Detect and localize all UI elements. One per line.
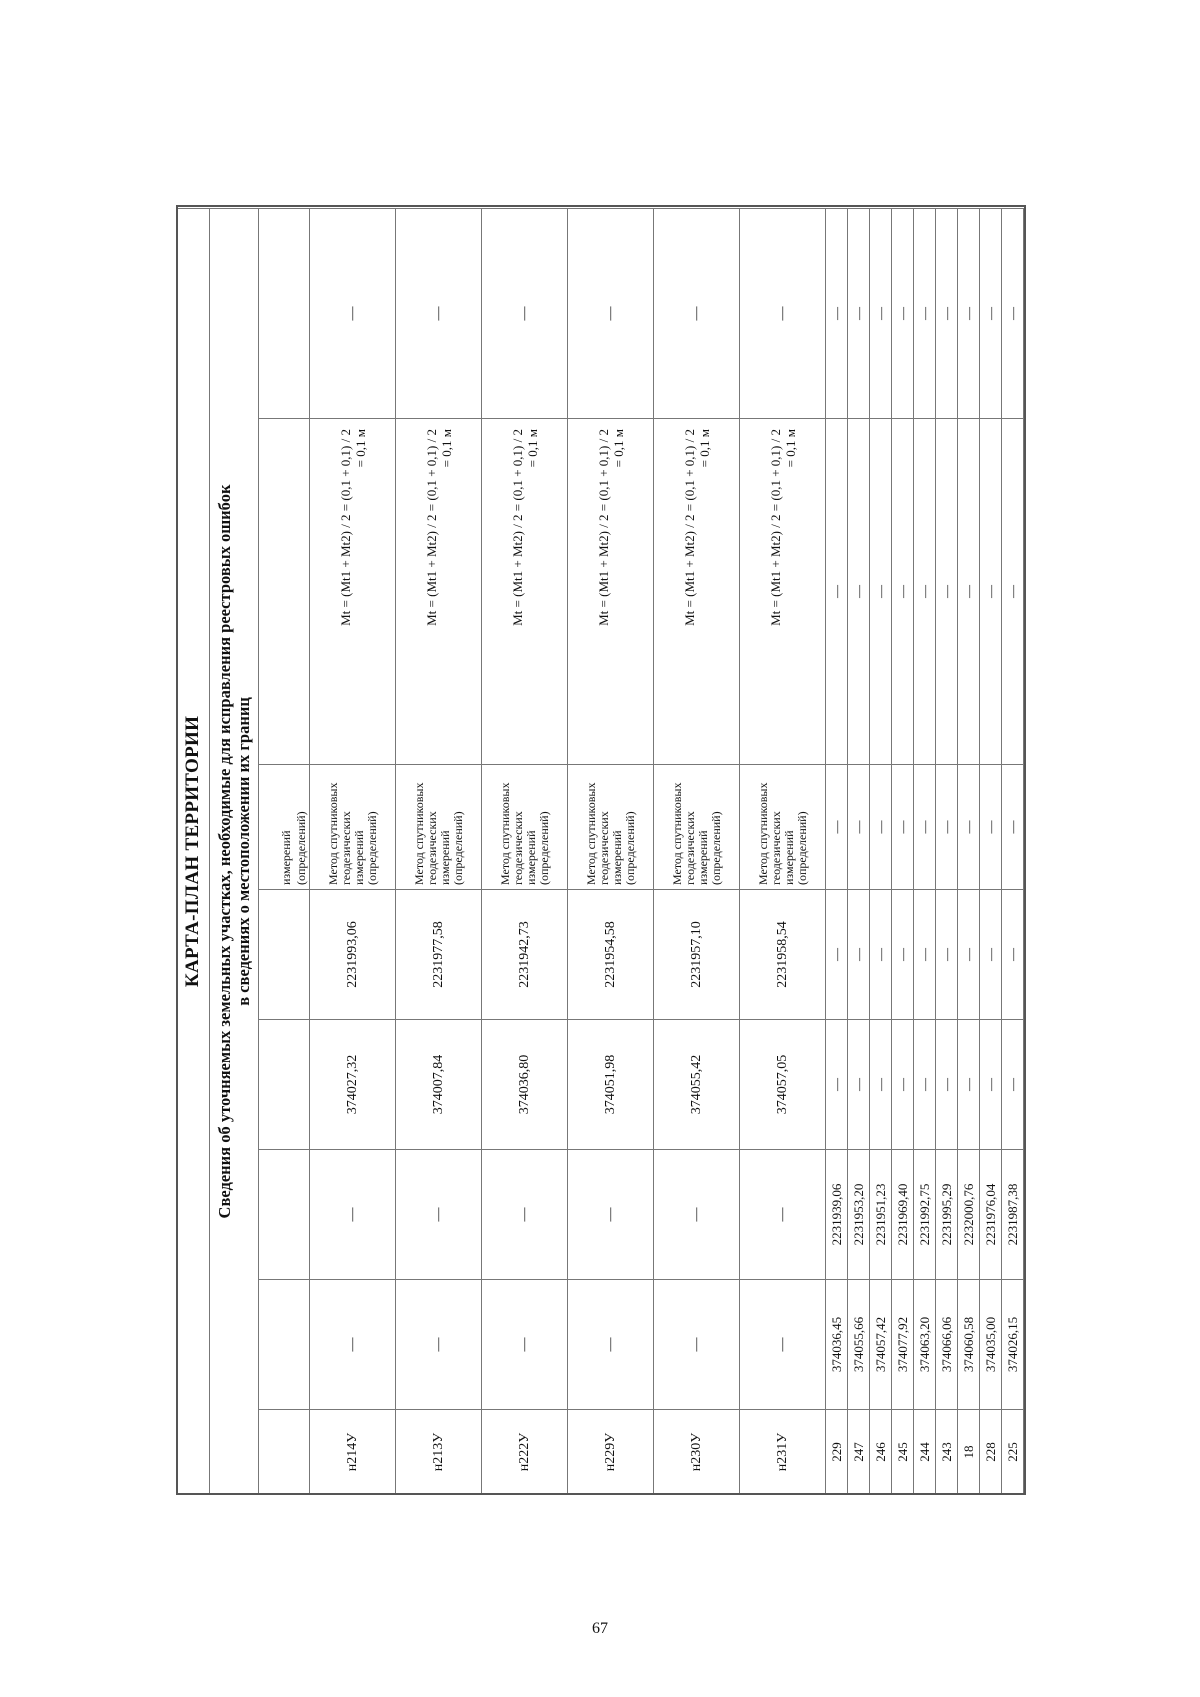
new-x: — <box>892 1020 914 1150</box>
method-line: (определений) <box>364 811 379 885</box>
old-y: 2231953,20 <box>848 1150 870 1280</box>
point-id: 246 <box>870 1410 892 1495</box>
method-line: геодезических <box>768 811 783 885</box>
accuracy-formula: — <box>870 419 892 765</box>
subtitle-line-2: в сведениях о местоположении их границ <box>234 697 253 1006</box>
old-x: 374063,20 <box>914 1280 936 1410</box>
point-id: 244 <box>914 1410 936 1495</box>
previous-accuracy: — <box>396 208 482 418</box>
method: — <box>1002 765 1024 890</box>
new-x: 374036,80 <box>482 1020 568 1150</box>
formula-line: Mt = (Mt1 + Mt2) / 2 = (0,1 + 0,1) / 2 <box>423 429 439 626</box>
continued-method-line: (определений) <box>294 811 308 885</box>
method-line: Метод спутниковых <box>755 782 770 885</box>
new-x: 374007,84 <box>396 1020 482 1150</box>
previous-accuracy: — <box>892 208 914 418</box>
new-y: 2231977,58 <box>396 890 482 1020</box>
previous-accuracy: — <box>310 208 396 418</box>
old-y: 2231992,75 <box>914 1150 936 1280</box>
new-y: — <box>1002 890 1024 1020</box>
method-line: геодезических <box>596 811 611 885</box>
new-x: — <box>1002 1020 1024 1150</box>
old-x: 374026,15 <box>1002 1280 1024 1410</box>
previous-accuracy: — <box>980 208 1002 418</box>
previous-accuracy: — <box>826 208 848 418</box>
old-x: 374060,58 <box>958 1280 980 1410</box>
method-line: измерений <box>437 830 452 885</box>
old-x: 374077,92 <box>892 1280 914 1410</box>
method: — <box>848 765 870 890</box>
previous-accuracy: — <box>482 208 568 418</box>
previous-accuracy: — <box>914 208 936 418</box>
previous-accuracy: — <box>568 208 654 418</box>
old-x: — <box>740 1280 826 1410</box>
point-id: 228 <box>980 1410 1002 1495</box>
old-y: 2231969,40 <box>892 1150 914 1280</box>
method-line: измерений <box>695 830 710 885</box>
old-x: 374035,00 <box>980 1280 1002 1410</box>
new-x: — <box>826 1020 848 1150</box>
new-y: — <box>870 890 892 1020</box>
new-y: 2231958,54 <box>740 890 826 1020</box>
method: — <box>936 765 958 890</box>
previous-accuracy: — <box>870 208 892 418</box>
previous-accuracy: — <box>848 208 870 418</box>
method-line: (определений) <box>708 811 723 885</box>
point-id: 229 <box>826 1410 848 1495</box>
old-y: — <box>310 1150 396 1280</box>
old-x: 374057,42 <box>870 1280 892 1410</box>
method-line: Метод спутниковых <box>669 782 684 885</box>
new-x: — <box>870 1020 892 1150</box>
accuracy-formula: — <box>848 419 870 765</box>
old-y: — <box>568 1150 654 1280</box>
old-y: — <box>482 1150 568 1280</box>
method-line: измерений <box>609 830 624 885</box>
old-x: — <box>396 1280 482 1410</box>
old-x: — <box>654 1280 740 1410</box>
rotated-document <box>176 205 1026 1495</box>
point-id: 247 <box>848 1410 870 1495</box>
formula-line: = 0,1 м <box>438 429 454 468</box>
method-line: (определений) <box>450 811 465 885</box>
point-id: н230У <box>654 1410 740 1495</box>
accuracy-formula: — <box>936 419 958 765</box>
old-x: — <box>482 1280 568 1410</box>
new-y: — <box>848 890 870 1020</box>
formula-line: = 0,1 м <box>610 429 626 468</box>
previous-accuracy: — <box>654 208 740 418</box>
method: — <box>892 765 914 890</box>
previous-accuracy: — <box>1002 208 1024 418</box>
new-y: 2231993,06 <box>310 890 396 1020</box>
new-y: — <box>914 890 936 1020</box>
old-y: 2231976,04 <box>980 1150 1002 1280</box>
old-x: 374066,06 <box>936 1280 958 1410</box>
page-number: 67 <box>592 1620 608 1637</box>
method-line: измерений <box>351 830 366 885</box>
point-id: 243 <box>936 1410 958 1495</box>
method-line: Метод спутниковых <box>583 782 598 885</box>
old-x: 374055,66 <box>848 1280 870 1410</box>
point-id: н229У <box>568 1410 654 1495</box>
new-y: — <box>980 890 1002 1020</box>
new-y: — <box>892 890 914 1020</box>
old-y: 2231995,29 <box>936 1150 958 1280</box>
method-line: геодезических <box>510 811 525 885</box>
new-x: 374055,42 <box>654 1020 740 1150</box>
new-x: — <box>958 1020 980 1150</box>
method: — <box>958 765 980 890</box>
method-line: геодезических <box>424 811 439 885</box>
old-x: — <box>310 1280 396 1410</box>
method: — <box>870 765 892 890</box>
method-line: геодезических <box>682 811 697 885</box>
accuracy-formula: — <box>958 419 980 765</box>
new-y: — <box>826 890 848 1020</box>
accuracy-formula: — <box>980 419 1002 765</box>
subtitle-line-1: Сведения об уточняемых земельных участках, необходимые для исправления реестровых ошибок <box>215 484 234 1219</box>
formula-line: = 0,1 м <box>352 429 368 468</box>
formula-line: Mt = (Mt1 + Mt2) / 2 = (0,1 + 0,1) / 2 <box>681 429 697 626</box>
point-id: н222У <box>482 1410 568 1495</box>
method-line: измерений <box>523 830 538 885</box>
formula-line: Mt = (Mt1 + Mt2) / 2 = (0,1 + 0,1) / 2 <box>595 429 611 626</box>
new-y: 2231957,10 <box>654 890 740 1020</box>
accuracy-formula: — <box>892 419 914 765</box>
point-id: н231У <box>740 1410 826 1495</box>
old-x: — <box>568 1280 654 1410</box>
accuracy-formula: — <box>1002 419 1024 765</box>
formula-line: = 0,1 м <box>524 429 540 468</box>
new-y: 2231942,73 <box>482 890 568 1020</box>
new-y: — <box>958 890 980 1020</box>
previous-accuracy: — <box>936 208 958 418</box>
method-line: Метод спутниковых <box>497 782 512 885</box>
point-id: н213У <box>396 1410 482 1495</box>
method-line: Метод спутниковых <box>325 782 340 885</box>
method: — <box>826 765 848 890</box>
new-x: — <box>980 1020 1002 1150</box>
formula-line: = 0,1 м <box>782 429 798 468</box>
method-line: (определений) <box>794 811 809 885</box>
previous-accuracy: — <box>958 208 980 418</box>
method-line: Метод спутниковых <box>411 782 426 885</box>
new-x: 374051,98 <box>568 1020 654 1150</box>
point-id: 245 <box>892 1410 914 1495</box>
formula-line: Mt = (Mt1 + Mt2) / 2 = (0,1 + 0,1) / 2 <box>767 429 783 626</box>
formula-line: Mt = (Mt1 + Mt2) / 2 = (0,1 + 0,1) / 2 <box>509 429 525 626</box>
accuracy-formula: — <box>826 419 848 765</box>
old-y: 2231987,38 <box>1002 1150 1024 1280</box>
accuracy-formula: — <box>914 419 936 765</box>
old-x: 374036,45 <box>826 1280 848 1410</box>
new-x: — <box>914 1020 936 1150</box>
method-line: (определений) <box>622 811 637 885</box>
new-x: — <box>936 1020 958 1150</box>
new-y: — <box>936 890 958 1020</box>
old-y: — <box>740 1150 826 1280</box>
new-x: 374027,32 <box>310 1020 396 1150</box>
formula-line: = 0,1 м <box>696 429 712 468</box>
old-y: 2232000,76 <box>958 1150 980 1280</box>
new-x: 374057,05 <box>740 1020 826 1150</box>
continued-method-line: измерений <box>279 830 293 885</box>
formula-line: Mt = (Mt1 + Mt2) / 2 = (0,1 + 0,1) / 2 <box>337 429 353 626</box>
table-frame <box>176 205 1026 1495</box>
point-id: н214У <box>310 1410 396 1495</box>
method-line: геодезических <box>338 811 353 885</box>
point-id: 18 <box>958 1410 980 1495</box>
new-y: 2231954,58 <box>568 890 654 1020</box>
old-y: — <box>654 1150 740 1280</box>
new-x: — <box>848 1020 870 1150</box>
previous-accuracy: — <box>740 208 826 418</box>
method-line: (определений) <box>536 811 551 885</box>
old-y: 2231939,06 <box>826 1150 848 1280</box>
method: — <box>914 765 936 890</box>
method: — <box>980 765 1002 890</box>
method-line: измерений <box>781 830 796 885</box>
old-y: — <box>396 1150 482 1280</box>
old-y: 2231951,23 <box>870 1150 892 1280</box>
table-title: КАРТА-ПЛАН ТЕРРИТОРИИ <box>177 208 210 1494</box>
point-id: 225 <box>1002 1410 1024 1495</box>
